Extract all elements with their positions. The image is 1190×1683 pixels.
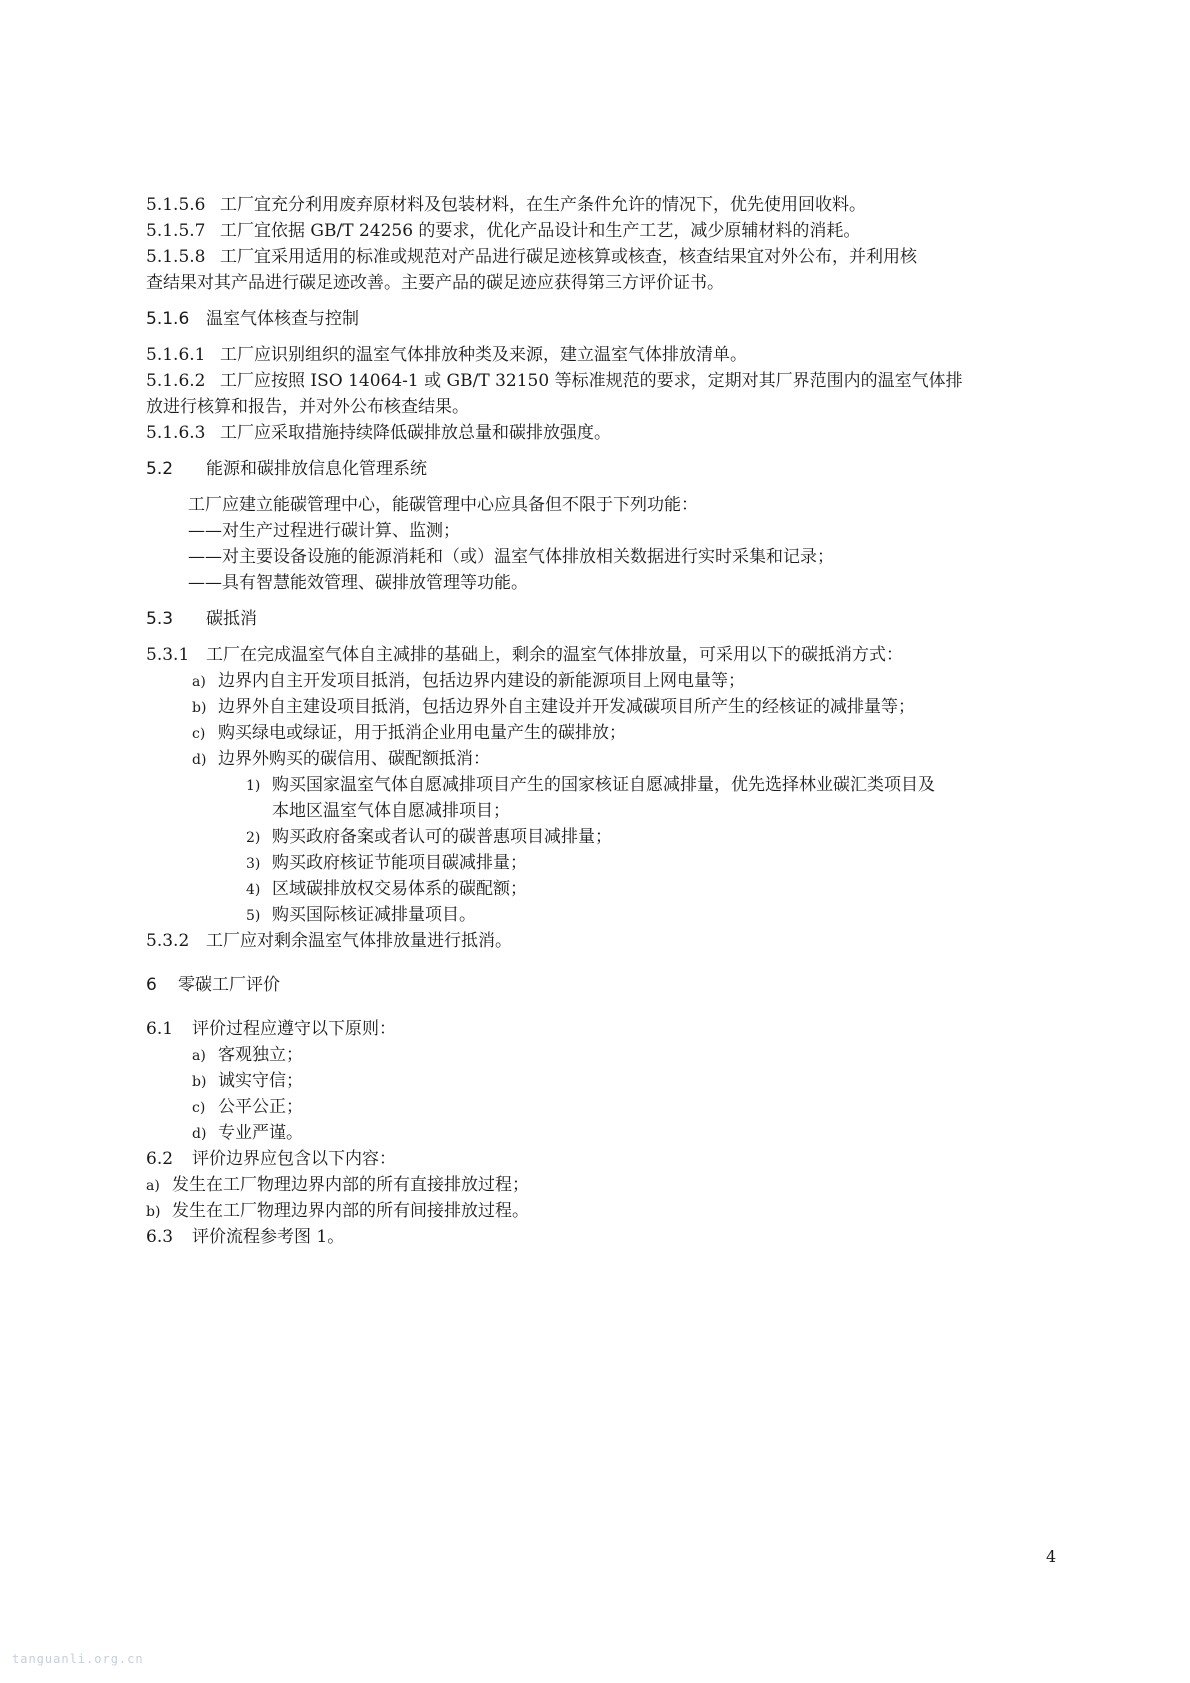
list-item: d) 边界外购买的碳信用、碳配额抵消： (192, 749, 490, 769)
sub-list-item: 3) 购买政府核证节能项目碳减排量； (246, 853, 527, 873)
section-5-2-item: ——具有智慧能效管理、碳排放管理等功能。 (188, 573, 528, 593)
watermark: tanguanli.org.cn (12, 1652, 144, 1666)
list-item: c) 公平公正； (192, 1097, 303, 1117)
clause-5-1-5-7: 5.1.5.7 工厂宜依据 GB/T 24256 的要求，优化产品设计和生产工艺，减少原辅材料的消耗。 (146, 221, 861, 241)
list-item: a) 发生在工厂物理边界内部的所有直接排放过程； (146, 1175, 529, 1195)
section-5-2-intro: 工厂应建立能碳管理中心，能碳管理中心应具备但不限于下列功能： (188, 495, 698, 515)
clause-6-2: 6.2 评价边界应包含以下内容： (146, 1149, 396, 1169)
section-5-2-item: ——对主要设备设施的能源消耗和（或）温室气体排放相关数据进行实时采集和记录； (188, 547, 834, 567)
heading-6: 6 零碳工厂评价 (146, 975, 280, 995)
list-item: b) 发生在工厂物理边界内部的所有间接排放过程。 (146, 1201, 529, 1221)
clause-5-1-6-2: 5.1.6.2 工厂应按照 ISO 14064-1 或 GB/T 32150 等标准规范的要求，定期对其厂界范围内的温室气体排 (146, 371, 963, 391)
heading-5-1-6: 5.1.6 温室气体核查与控制 (146, 309, 359, 329)
heading-5-3: 5.3 碳抵消 (146, 609, 257, 629)
page-number: 4 (1046, 1547, 1057, 1566)
sub-list-item: 2) 购买政府备案或者认可的碳普惠项目减排量； (246, 827, 612, 847)
sub-list-item: 4) 区域碳排放权交易体系的碳配额； (246, 879, 527, 899)
sub-list-item-cont: 本地区温室气体自愿减排项目； (272, 801, 510, 821)
sub-list-item: 5) 购买国际核证减排量项目。 (246, 905, 476, 925)
clause-5-1-6-3: 5.1.6.3 工厂应采取措施持续降低碳排放总量和碳排放强度。 (146, 423, 611, 443)
clause-5-1-5-6: 5.1.5.6 工厂宜充分利用废弃原材料及包装材料，在生产条件允许的情况下，优先使用回收料。 (146, 195, 866, 215)
clause-5-1-6-2-cont: 放进行核算和报告，并对外公布核查结果。 (146, 397, 469, 417)
list-item: a) 客观独立； (192, 1045, 303, 1065)
clause-5-1-6-1: 5.1.6.1 工厂应识别组织的温室气体排放种类及来源，建立温室气体排放清单。 (146, 345, 747, 365)
clause-5-3-1: 5.3.1 工厂在完成温室气体自主减排的基础上，剩余的温室气体排放量，可采用以下的碳抵消方式： (146, 645, 903, 665)
clause-6-3: 6.3 评价流程参考图 1。 (146, 1227, 345, 1247)
clause-5-3-2: 5.3.2 工厂应对剩余温室气体排放量进行抵消。 (146, 931, 512, 951)
list-item: a) 边界内自主开发项目抵消，包括边界内建设的新能源项目上网电量等； (192, 671, 745, 691)
list-item: b) 边界外自主建设项目抵消，包括边界外自主建设并开发减碳项目所产生的经核证的减排量等； (192, 697, 915, 717)
sub-list-item: 1) 购买国家温室气体自愿减排项目产生的国家核证自愿减排量，优先选择林业碳汇类项目及 (246, 775, 935, 795)
section-5-2-item: ——对生产过程进行碳计算、监测； (188, 521, 460, 541)
clause-5-1-5-8-cont: 查结果对其产品进行碳足迹改善。主要产品的碳足迹应获得第三方评价证书。 (146, 273, 724, 293)
clause-5-1-5-8: 5.1.5.8 工厂宜采用适用的标准或规范对产品进行碳足迹核算或核查，核查结果宜对外公布，并利用核 (146, 247, 917, 267)
list-item: c) 购买绿电或绿证，用于抵消企业用电量产生的碳排放； (192, 723, 626, 743)
heading-5-2: 5.2 能源和碳排放信息化管理系统 (146, 459, 427, 479)
list-item: d) 专业严谨。 (192, 1123, 303, 1143)
list-item: b) 诚实守信； (192, 1071, 303, 1091)
clause-6-1: 6.1 评价过程应遵守以下原则： (146, 1019, 396, 1039)
document-body (146, 192, 1086, 1250)
